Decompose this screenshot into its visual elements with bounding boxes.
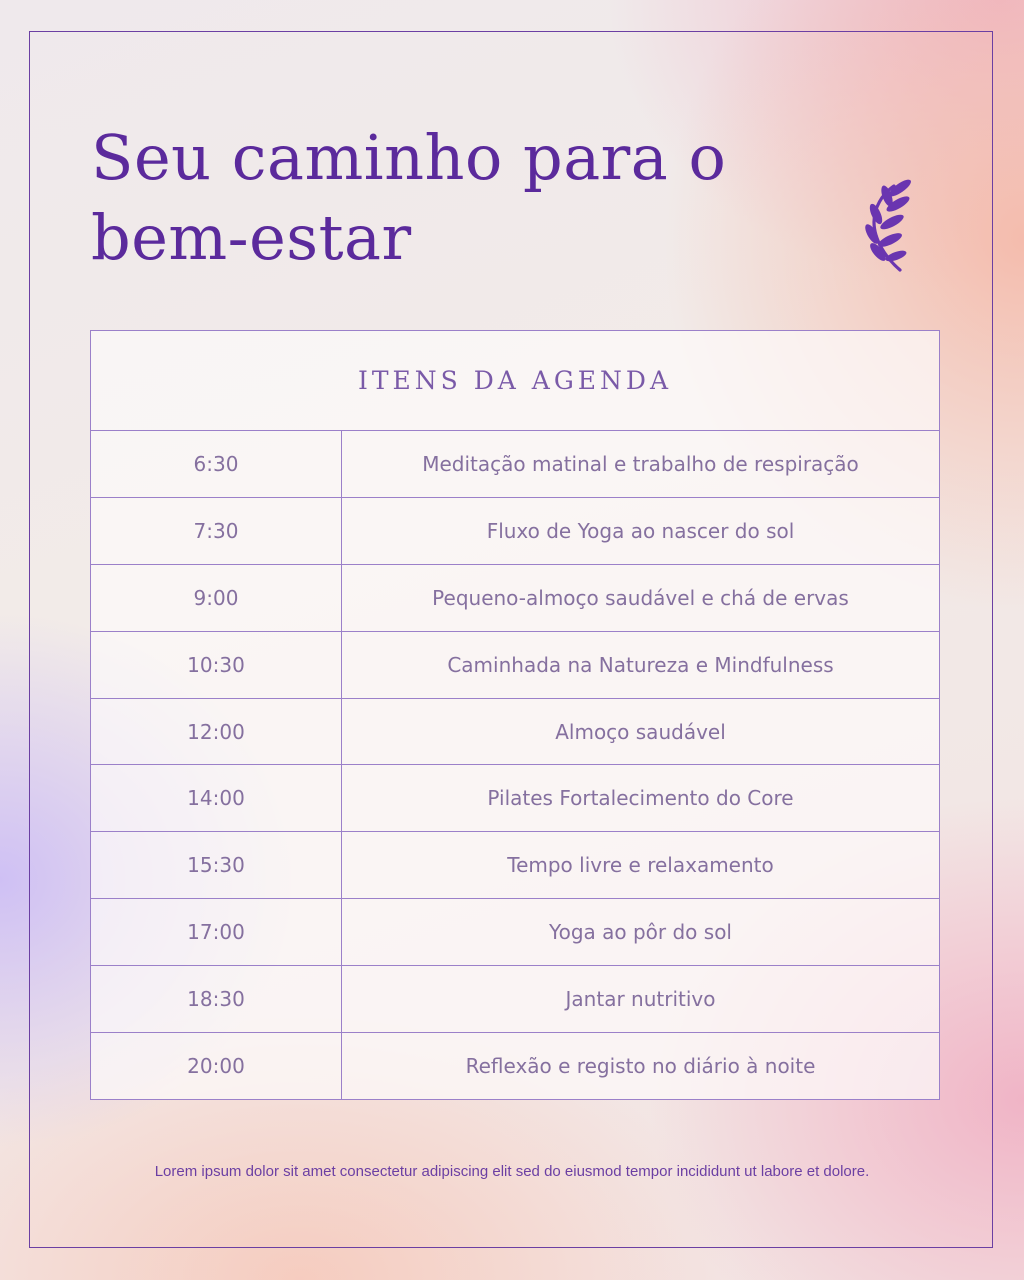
time-cell: 7:30	[91, 498, 342, 564]
time-cell: 20:00	[91, 1033, 342, 1100]
table-row	[91, 966, 939, 1033]
table-row	[91, 632, 939, 699]
activity-cell: Fluxo de Yoga ao nascer do sol	[486, 518, 795, 543]
activity-cell: Pilates Fortalecimento do Core	[487, 786, 794, 811]
table-row	[91, 498, 939, 565]
time-cell: 9:00	[91, 565, 342, 631]
activity-cell: Pequeno-almoço saudável e chá de ervas	[432, 585, 849, 610]
agenda-table	[90, 330, 940, 1100]
activity-cell: Meditação matinal e trabalho de respiração	[422, 451, 859, 476]
activity-cell: Almoço saudável	[555, 719, 726, 744]
time-cell: 15:30	[91, 832, 342, 898]
laurel-branch-icon	[860, 178, 924, 274]
table-row	[91, 832, 939, 899]
activity-cell: Caminhada na Natureza e Mindfulness	[447, 652, 834, 677]
footer-text: Lorem ipsum dolor sit amet consectetur adipiscing elit sed do eiusmod tempor incididunt ut labore et dolore.	[154, 1163, 870, 1180]
table-row	[91, 565, 939, 632]
table-row	[91, 765, 939, 832]
time-cell: 18:30	[91, 966, 342, 1032]
time-cell: 12:00	[91, 699, 342, 765]
time-cell: 10:30	[91, 632, 342, 698]
activity-cell: Jantar nutritivo	[565, 987, 716, 1012]
table-row	[91, 431, 939, 498]
time-cell: 17:00	[91, 899, 342, 965]
table-row	[91, 1033, 939, 1100]
activity-cell: Yoga ao pôr do sol	[549, 920, 732, 945]
time-cell: 14:00	[91, 765, 342, 831]
time-cell: 6:30	[91, 431, 342, 497]
activity-cell: Tempo livre e relaxamento	[507, 853, 774, 878]
activity-cell: Reflexão e registo no diário à noite	[465, 1054, 816, 1079]
table-row	[91, 699, 939, 766]
page-title: Seu caminho para o bem-estar	[91, 121, 727, 274]
agenda-header: ITENS DA AGENDA	[91, 331, 939, 431]
table-row	[91, 899, 939, 966]
